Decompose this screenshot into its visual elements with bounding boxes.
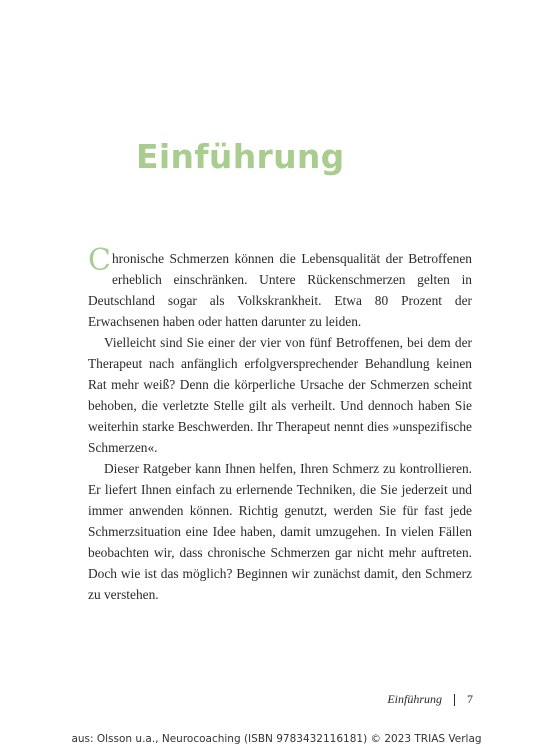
body-text [88,243,472,605]
paragraph-3: Dieser Ratgeber kann Ihnen helfen, Ihren Schmerz zu kontrollieren. Er liefert Ihnen einfach zu erlernende Techniken, die Sie jederzeit und immer anwenden können. Richtig genutzt, werden Sie für fast jede Schmerzsituation eine Idee haben, damit umzugehen. In vielen Fällen beobachten wir, dass chronische Schmerzen gar nicht mehr auftreten. Doch wie ist das möglich? Beginnen wir zunächst damit, den Schmerz zu verstehen. [88,461,472,602]
source-citation: aus: Olsson u.a., Neurocoaching (ISBN 9783432116181) © 2023 TRIAS Verlag [71,733,482,745]
running-chapter-title: Einführung [387,692,442,706]
paragraph-1 [88,243,472,332]
page-number: 7 [467,692,473,706]
footer-separator [454,694,455,706]
chapter-title: Einführung [136,137,345,176]
drop-cap: C [88,243,111,278]
paragraph-1-text: hronische Schmerzen können die Lebensqualität der Betroffenen erheblich einschränken. Untere Rückenschmerzen gelten in Deutschland sogar als Volkskrankheit. Etwa 80 Prozent der Erwachsenen haben oder hatten darunter zu leiden. [88,251,472,329]
running-footer [387,692,473,707]
paragraph-2: Vielleicht sind Sie einer der vier von fünf Betroffenen, bei dem der Therapeut nach anfänglich erfolgversprechender Behandlung keinen Rat mehr weiß? Denn die körperliche Ursache der Schmerzen scheint behoben, die verletzte Stelle gilt als verheilt. Und dennoch haben Sie weiterhin starke Beschwerden. Ihr Therapeut nennt dies »unspezifische Schmerzen«. [88,335,472,455]
